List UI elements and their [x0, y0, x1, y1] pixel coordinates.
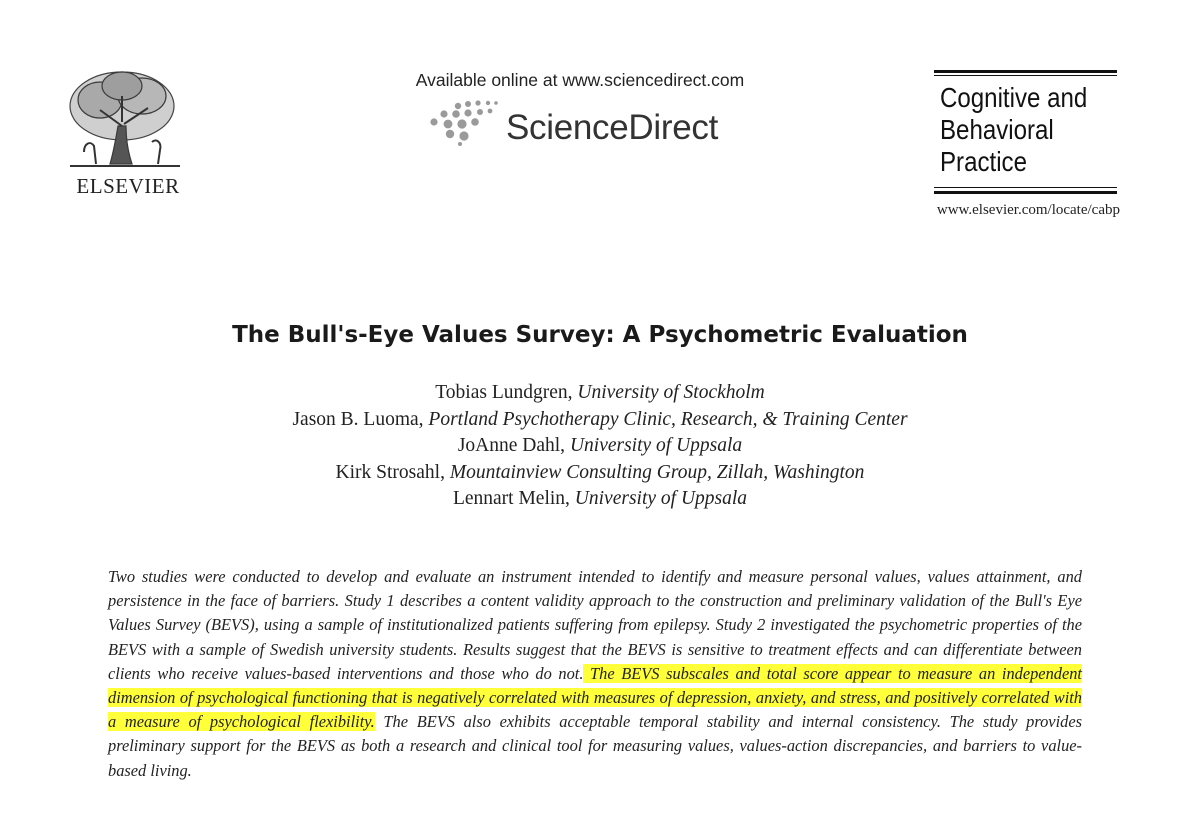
masthead-bottom-thin-rule [934, 187, 1117, 188]
journal-url[interactable]: www.elsevier.com/locate/cabp [936, 202, 1120, 218]
paper-title: The Bull's-Eye Values Survey: A Psychometric Evaluation [232, 322, 968, 348]
abstract-highlighted-text: The BEVS subscales and total score appear to measure an independent dimension of psychological functioning that is negatively correlated with measures of depression, anxiety, and stress, and positively correlated with a measure of psychological flexibility. [108, 663, 1082, 732]
masthead-bottom-rule [934, 191, 1117, 194]
elsevier-wordmark: ELSEVIER [76, 174, 180, 198]
author-name: Kirk Strosahl, [335, 461, 450, 483]
author-name: Lennart Melin, [452, 488, 575, 509]
sciencedirect-dots-icon [428, 100, 500, 146]
author-affiliation: University of Uppsala [574, 488, 748, 509]
author-affiliation: University of Uppsala [569, 435, 743, 456]
author-affiliation: University of Stockholm [577, 382, 765, 403]
journal-title-line2: Behavioral [940, 114, 1054, 145]
author-name: JoAnne Dahl, [457, 435, 570, 456]
author-line [100, 380, 1100, 407]
journal-title-line1: Cognitive and [940, 82, 1088, 113]
masthead-top-thin-rule [934, 75, 1117, 76]
author-line [100, 407, 1100, 434]
available-online-text: Available online at www.sciencedirect.com [415, 70, 745, 90]
author-line [100, 460, 1100, 487]
author-name: Jason B. Luoma, [292, 408, 429, 430]
masthead-top-rule [934, 70, 1117, 73]
author-list [100, 380, 1100, 513]
author-affiliation: Mountainview Consulting Group, Zillah, Washington [449, 461, 865, 483]
journal-title [940, 82, 1087, 178]
sciencedirect-wordmark: ScienceDirect [506, 108, 719, 147]
abstract-text: Two studies were conducted to develop and evaluate an instrument intended to identify and measure personal values, values attainment, and persistence in the face of barriers. Study 1 describes a content validity approach to the construction and preliminary validation of the Bull's Eye Values Survey (BEVS), using a sample of institutionalized patients suffering from epilepsy. Study 2 investigated the psychometric properties of the BEVS with a sample of Swedish university students. Results suggest that the BEVS is sensitive to treatment effects and can differentiate between clients who receive values-based interventions and those who do not. [108, 567, 1082, 683]
author-affiliation: Portland Psychotherapy Clinic, Research, & Training Center [428, 408, 908, 430]
abstract-text: The BEVS also exhibits acceptable temporal stability and internal consistency. The study provides preliminary support for the BEVS as both a research and clinical tool for measuring values, values-action discrepancies, and barriers to value-based living. [108, 712, 1082, 780]
author-name: Tobias Lundgren, [435, 382, 578, 403]
abstract [108, 565, 1082, 783]
author-line [100, 433, 1100, 460]
journal-masthead [934, 70, 1117, 196]
author-line [100, 486, 1100, 513]
journal-title-line3: Practice [940, 146, 1027, 177]
